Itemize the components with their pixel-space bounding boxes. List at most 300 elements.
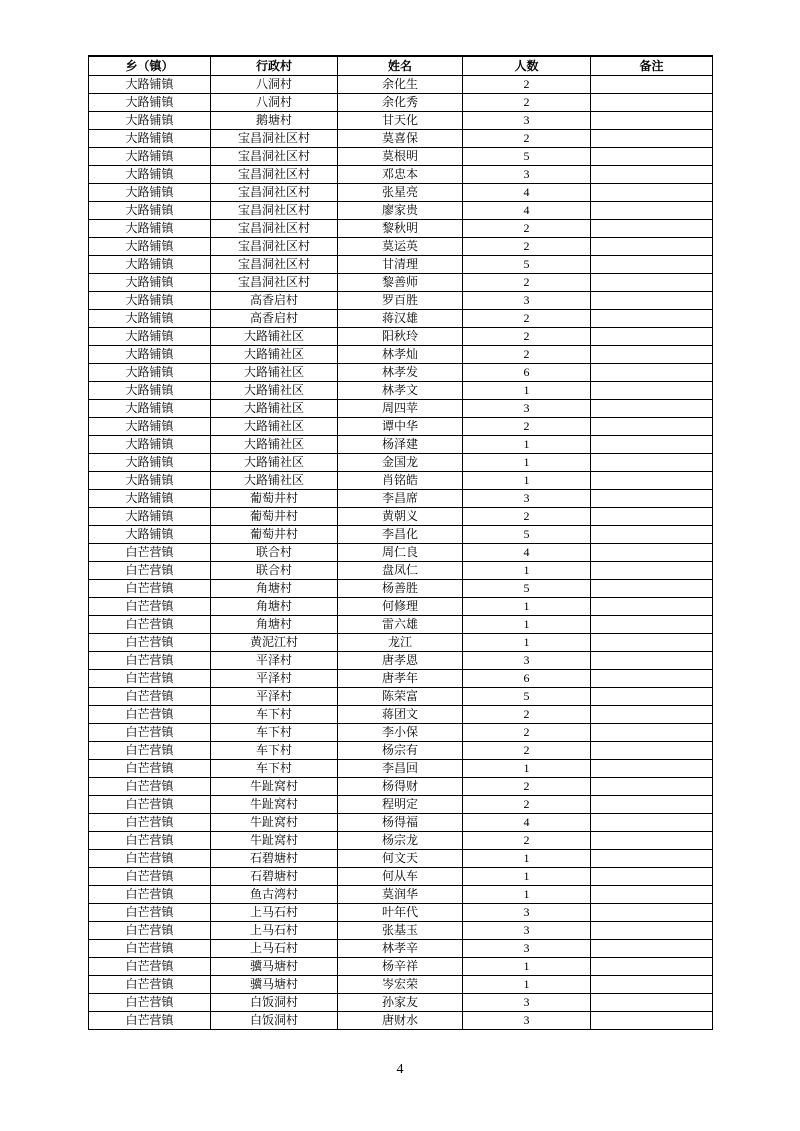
table-row xyxy=(89,130,713,148)
table-cell: 宝昌洞社区村 xyxy=(211,166,338,184)
table-cell xyxy=(591,706,713,724)
table-row xyxy=(89,400,713,418)
table-cell: 1 xyxy=(463,760,591,778)
table-cell xyxy=(591,166,713,184)
table-row xyxy=(89,364,713,382)
table-cell: 车下村 xyxy=(211,706,338,724)
table-cell: 葡萄井村 xyxy=(211,526,338,544)
document-page xyxy=(88,55,712,1030)
table-cell xyxy=(591,670,713,688)
table-cell: 角塘村 xyxy=(211,580,338,598)
table-row xyxy=(89,202,713,220)
table-cell: 4 xyxy=(463,184,591,202)
table-cell xyxy=(591,976,713,994)
table-cell xyxy=(591,436,713,454)
table-cell: 白芒营镇 xyxy=(89,652,211,670)
table-cell xyxy=(591,400,713,418)
table-cell: 2 xyxy=(463,274,591,292)
column-header: 备注 xyxy=(591,56,713,76)
table-cell: 上马石村 xyxy=(211,904,338,922)
table-cell xyxy=(591,904,713,922)
table-cell: 大路铺镇 xyxy=(89,148,211,166)
table-cell: 莫喜保 xyxy=(338,130,463,148)
table-cell: 1 xyxy=(463,616,591,634)
table-row xyxy=(89,310,713,328)
table-cell: 5 xyxy=(463,256,591,274)
table-cell: 车下村 xyxy=(211,724,338,742)
table-cell: 5 xyxy=(463,580,591,598)
table-cell: 大路铺镇 xyxy=(89,472,211,490)
table-row xyxy=(89,1012,713,1030)
table-cell: 黄朝义 xyxy=(338,508,463,526)
table-cell: 1 xyxy=(463,436,591,454)
table-cell: 白芒营镇 xyxy=(89,814,211,832)
table-row xyxy=(89,382,713,400)
column-header: 行政村 xyxy=(211,56,338,76)
table-row xyxy=(89,940,713,958)
table-cell: 3 xyxy=(463,490,591,508)
table-row xyxy=(89,346,713,364)
table-cell: 2 xyxy=(463,724,591,742)
table-cell: 2 xyxy=(463,94,591,112)
table-cell: 1 xyxy=(463,598,591,616)
table-cell: 葡萄井村 xyxy=(211,508,338,526)
column-header: 姓名 xyxy=(338,56,463,76)
table-cell: 白芒营镇 xyxy=(89,742,211,760)
table-row xyxy=(89,760,713,778)
table-row xyxy=(89,112,713,130)
table-row xyxy=(89,796,713,814)
table-cell: 白芒营镇 xyxy=(89,904,211,922)
table-cell: 1 xyxy=(463,634,591,652)
table-cell: 联合村 xyxy=(211,544,338,562)
table-cell: 大路铺镇 xyxy=(89,274,211,292)
table-row xyxy=(89,904,713,922)
table-row xyxy=(89,850,713,868)
table-row xyxy=(89,490,713,508)
table-cell: 3 xyxy=(463,1012,591,1030)
table-cell: 白芒营镇 xyxy=(89,562,211,580)
table-cell: 大路铺社区 xyxy=(211,400,338,418)
table-cell: 车下村 xyxy=(211,760,338,778)
table-cell: 2 xyxy=(463,76,591,94)
table-cell: 5 xyxy=(463,688,591,706)
table-cell: 2 xyxy=(463,508,591,526)
table-cell xyxy=(591,526,713,544)
table-cell: 葡萄井村 xyxy=(211,490,338,508)
table-cell: 白芒营镇 xyxy=(89,688,211,706)
table-cell: 李昌化 xyxy=(338,526,463,544)
table-cell xyxy=(591,148,713,166)
table-cell xyxy=(591,454,713,472)
table-cell xyxy=(591,256,713,274)
table-cell: 林孝辛 xyxy=(338,940,463,958)
table-cell: 叶年代 xyxy=(338,904,463,922)
table-cell: 1 xyxy=(463,958,591,976)
table-cell: 张基玉 xyxy=(338,922,463,940)
table-cell: 何修理 xyxy=(338,598,463,616)
table-cell: 唐财水 xyxy=(338,1012,463,1030)
table-cell xyxy=(591,490,713,508)
table-cell xyxy=(591,76,713,94)
table-cell: 大路铺镇 xyxy=(89,364,211,382)
table-cell xyxy=(591,634,713,652)
table-cell: 白饭洞村 xyxy=(211,1012,338,1030)
table-cell xyxy=(591,868,713,886)
table-cell: 车下村 xyxy=(211,742,338,760)
table-cell: 大路铺社区 xyxy=(211,346,338,364)
table-cell: 白芒营镇 xyxy=(89,886,211,904)
table-cell xyxy=(591,328,713,346)
table-cell: 牛趾窝村 xyxy=(211,814,338,832)
table-cell: 杨宗龙 xyxy=(338,832,463,850)
table-cell: 余化生 xyxy=(338,76,463,94)
table-row xyxy=(89,184,713,202)
table-row xyxy=(89,454,713,472)
table-cell: 1 xyxy=(463,562,591,580)
table-cell xyxy=(591,886,713,904)
table-cell: 石碧塘村 xyxy=(211,850,338,868)
table-row xyxy=(89,220,713,238)
table-cell: 白芒营镇 xyxy=(89,1012,211,1030)
table-cell: 莫根明 xyxy=(338,148,463,166)
table-row xyxy=(89,166,713,184)
table-cell: 白芒营镇 xyxy=(89,580,211,598)
table-cell: 白芒营镇 xyxy=(89,832,211,850)
table-cell: 白芒营镇 xyxy=(89,544,211,562)
table-row xyxy=(89,238,713,256)
table-row xyxy=(89,436,713,454)
table-row xyxy=(89,580,713,598)
table-cell xyxy=(591,292,713,310)
table-cell: 大路铺镇 xyxy=(89,112,211,130)
table-cell: 大路铺镇 xyxy=(89,454,211,472)
table-cell: 白芒营镇 xyxy=(89,976,211,994)
table-cell: 何文天 xyxy=(338,850,463,868)
table-cell: 大路铺社区 xyxy=(211,382,338,400)
table-body xyxy=(89,76,713,1030)
table-cell: 肖铭皓 xyxy=(338,472,463,490)
table-row xyxy=(89,976,713,994)
table-row xyxy=(89,544,713,562)
table-row xyxy=(89,148,713,166)
table-cell xyxy=(591,580,713,598)
table-cell: 5 xyxy=(463,526,591,544)
table-cell: 3 xyxy=(463,940,591,958)
table-cell: 大路铺社区 xyxy=(211,472,338,490)
table-row xyxy=(89,922,713,940)
table-cell: 鱼古湾村 xyxy=(211,886,338,904)
table-cell: 4 xyxy=(463,814,591,832)
table-cell: 角塘村 xyxy=(211,616,338,634)
table-cell: 宝昌洞社区村 xyxy=(211,274,338,292)
table-row xyxy=(89,832,713,850)
table-cell: 大路铺镇 xyxy=(89,130,211,148)
table-cell: 大路铺镇 xyxy=(89,220,211,238)
table-cell: 2 xyxy=(463,130,591,148)
table-cell: 程明定 xyxy=(338,796,463,814)
table-cell: 白芒营镇 xyxy=(89,994,211,1012)
table-cell: 黎善师 xyxy=(338,274,463,292)
table-cell xyxy=(591,760,713,778)
table-cell: 平泽村 xyxy=(211,652,338,670)
table-row xyxy=(89,256,713,274)
table-cell: 3 xyxy=(463,922,591,940)
column-header: 人数 xyxy=(463,56,591,76)
table-cell xyxy=(591,940,713,958)
table-row xyxy=(89,76,713,94)
table-cell: 4 xyxy=(463,544,591,562)
table-cell: 大路铺镇 xyxy=(89,310,211,328)
table-cell: 罗百胜 xyxy=(338,292,463,310)
table-cell xyxy=(591,1012,713,1030)
table-cell: 黄泥江村 xyxy=(211,634,338,652)
table-cell xyxy=(591,310,713,328)
table-cell: 杨善胜 xyxy=(338,580,463,598)
table-cell xyxy=(591,184,713,202)
table-cell: 白芒营镇 xyxy=(89,724,211,742)
table-cell: 白芒营镇 xyxy=(89,760,211,778)
table-cell xyxy=(591,418,713,436)
table-row xyxy=(89,778,713,796)
table-cell: 白芒营镇 xyxy=(89,706,211,724)
table-cell: 大路铺社区 xyxy=(211,328,338,346)
table-cell: 宝昌洞社区村 xyxy=(211,148,338,166)
header-row xyxy=(89,56,713,76)
table-cell: 6 xyxy=(463,364,591,382)
table-row xyxy=(89,634,713,652)
table-row xyxy=(89,472,713,490)
table-cell: 大路铺社区 xyxy=(211,418,338,436)
table-cell: 骥马塘村 xyxy=(211,958,338,976)
table-row xyxy=(89,598,713,616)
table-cell xyxy=(591,364,713,382)
table-cell: 2 xyxy=(463,346,591,364)
table-cell: 2 xyxy=(463,310,591,328)
table-cell: 杨得财 xyxy=(338,778,463,796)
table-cell: 大路铺镇 xyxy=(89,418,211,436)
table-cell: 高香启村 xyxy=(211,292,338,310)
table-cell: 林孝文 xyxy=(338,382,463,400)
table-cell: 宝昌洞社区村 xyxy=(211,184,338,202)
table-cell: 大路铺镇 xyxy=(89,346,211,364)
table-cell: 2 xyxy=(463,796,591,814)
table-cell: 岑宏荣 xyxy=(338,976,463,994)
data-table xyxy=(88,55,713,1030)
table-cell: 谭中华 xyxy=(338,418,463,436)
table-cell: 6 xyxy=(463,670,591,688)
table-cell: 金国龙 xyxy=(338,454,463,472)
table-cell: 角塘村 xyxy=(211,598,338,616)
table-cell xyxy=(591,382,713,400)
table-row xyxy=(89,814,713,832)
table-cell: 1 xyxy=(463,850,591,868)
table-cell: 龙江 xyxy=(338,634,463,652)
table-cell: 廖家贵 xyxy=(338,202,463,220)
table-cell: 1 xyxy=(463,868,591,886)
table-cell: 宝昌洞社区村 xyxy=(211,238,338,256)
column-header: 乡（镇） xyxy=(89,56,211,76)
table-cell xyxy=(591,688,713,706)
table-cell: 李昌席 xyxy=(338,490,463,508)
table-row xyxy=(89,958,713,976)
table-cell: 周四苹 xyxy=(338,400,463,418)
table-cell: 大路铺社区 xyxy=(211,436,338,454)
table-cell: 2 xyxy=(463,328,591,346)
table-row xyxy=(89,616,713,634)
table-cell: 1 xyxy=(463,454,591,472)
table-cell: 林孝发 xyxy=(338,364,463,382)
table-cell: 1 xyxy=(463,382,591,400)
table-cell xyxy=(591,472,713,490)
table-cell: 联合村 xyxy=(211,562,338,580)
table-cell: 1 xyxy=(463,472,591,490)
table-cell xyxy=(591,616,713,634)
table-row xyxy=(89,886,713,904)
table-cell: 甘天化 xyxy=(338,112,463,130)
table-cell xyxy=(591,598,713,616)
table-cell: 大路铺镇 xyxy=(89,436,211,454)
table-cell: 4 xyxy=(463,202,591,220)
table-row xyxy=(89,562,713,580)
table-cell: 宝昌洞社区村 xyxy=(211,130,338,148)
table-cell: 大路铺镇 xyxy=(89,328,211,346)
table-cell xyxy=(591,796,713,814)
table-cell: 3 xyxy=(463,292,591,310)
table-cell: 白芒营镇 xyxy=(89,796,211,814)
table-cell: 牛趾窝村 xyxy=(211,796,338,814)
table-cell: 杨辛祥 xyxy=(338,958,463,976)
table-cell: 白芒营镇 xyxy=(89,670,211,688)
table-cell: 宝昌洞社区村 xyxy=(211,256,338,274)
table-cell: 莫润华 xyxy=(338,886,463,904)
table-cell: 余化秀 xyxy=(338,94,463,112)
table-cell: 3 xyxy=(463,112,591,130)
table-cell xyxy=(591,202,713,220)
table-row xyxy=(89,724,713,742)
table-cell xyxy=(591,346,713,364)
table-cell: 大路铺镇 xyxy=(89,76,211,94)
table-cell: 蒋汉雄 xyxy=(338,310,463,328)
table-row xyxy=(89,868,713,886)
table-cell: 李昌回 xyxy=(338,760,463,778)
table-cell: 周仁良 xyxy=(338,544,463,562)
table-cell xyxy=(591,508,713,526)
table-cell: 3 xyxy=(463,166,591,184)
table-row xyxy=(89,292,713,310)
table-cell: 大路铺社区 xyxy=(211,454,338,472)
table-cell: 雷六雄 xyxy=(338,616,463,634)
table-cell xyxy=(591,994,713,1012)
table-cell: 大路铺镇 xyxy=(89,382,211,400)
table-cell xyxy=(591,130,713,148)
table-row xyxy=(89,706,713,724)
table-cell: 八洞村 xyxy=(211,76,338,94)
table-cell xyxy=(591,220,713,238)
table-row xyxy=(89,652,713,670)
table-row xyxy=(89,508,713,526)
table-cell xyxy=(591,850,713,868)
table-cell: 平泽村 xyxy=(211,688,338,706)
table-cell: 牛趾窝村 xyxy=(211,832,338,850)
table-row xyxy=(89,328,713,346)
table-cell: 鹅塘村 xyxy=(211,112,338,130)
table-cell: 大路铺社区 xyxy=(211,364,338,382)
table-cell: 骥马塘村 xyxy=(211,976,338,994)
table-cell: 李小保 xyxy=(338,724,463,742)
table-cell: 高香启村 xyxy=(211,310,338,328)
table-cell: 大路铺镇 xyxy=(89,400,211,418)
table-cell: 大路铺镇 xyxy=(89,238,211,256)
table-cell: 平泽村 xyxy=(211,670,338,688)
table-cell: 大路铺镇 xyxy=(89,202,211,220)
table-cell: 宝昌洞社区村 xyxy=(211,202,338,220)
table-cell: 宝昌洞社区村 xyxy=(211,220,338,238)
table-cell: 阳秋玲 xyxy=(338,328,463,346)
table-cell xyxy=(591,742,713,760)
table-cell: 白芒营镇 xyxy=(89,778,211,796)
table-cell: 大路铺镇 xyxy=(89,256,211,274)
table-cell: 八洞村 xyxy=(211,94,338,112)
table-cell: 3 xyxy=(463,994,591,1012)
page-number: 4 xyxy=(396,1062,404,1077)
table-cell: 上马石村 xyxy=(211,940,338,958)
table-cell: 牛趾窝村 xyxy=(211,778,338,796)
table-cell xyxy=(591,958,713,976)
table-cell: 白芒营镇 xyxy=(89,634,211,652)
table-cell xyxy=(591,112,713,130)
table-cell: 2 xyxy=(463,418,591,436)
table-cell: 林孝灿 xyxy=(338,346,463,364)
table-cell: 邓忠本 xyxy=(338,166,463,184)
table-cell: 大路铺镇 xyxy=(89,166,211,184)
table-cell: 大路铺镇 xyxy=(89,94,211,112)
table-cell xyxy=(591,274,713,292)
table-cell xyxy=(591,814,713,832)
table-cell: 1 xyxy=(463,886,591,904)
table-cell: 白芒营镇 xyxy=(89,850,211,868)
table-cell: 陈荣富 xyxy=(338,688,463,706)
table-cell: 唐孝年 xyxy=(338,670,463,688)
table-cell xyxy=(591,562,713,580)
table-cell: 2 xyxy=(463,832,591,850)
table-cell: 莫运英 xyxy=(338,238,463,256)
table-row xyxy=(89,526,713,544)
table-cell: 大路铺镇 xyxy=(89,184,211,202)
table-cell: 白饭洞村 xyxy=(211,994,338,1012)
table-cell xyxy=(591,832,713,850)
table-cell xyxy=(591,238,713,256)
table-cell: 大路铺镇 xyxy=(89,490,211,508)
table-cell xyxy=(591,544,713,562)
table-cell: 大路铺镇 xyxy=(89,508,211,526)
table-cell: 上马石村 xyxy=(211,922,338,940)
table-row xyxy=(89,418,713,436)
table-cell: 2 xyxy=(463,778,591,796)
table-cell: 白芒营镇 xyxy=(89,958,211,976)
table-cell: 3 xyxy=(463,400,591,418)
table-cell xyxy=(591,778,713,796)
table-cell: 盘凤仁 xyxy=(338,562,463,580)
table-cell: 甘清理 xyxy=(338,256,463,274)
table-cell: 大路铺镇 xyxy=(89,292,211,310)
table-cell: 5 xyxy=(463,148,591,166)
table-cell: 1 xyxy=(463,976,591,994)
table-cell: 3 xyxy=(463,652,591,670)
table-cell: 黎秋明 xyxy=(338,220,463,238)
table-row xyxy=(89,688,713,706)
table-cell xyxy=(591,652,713,670)
